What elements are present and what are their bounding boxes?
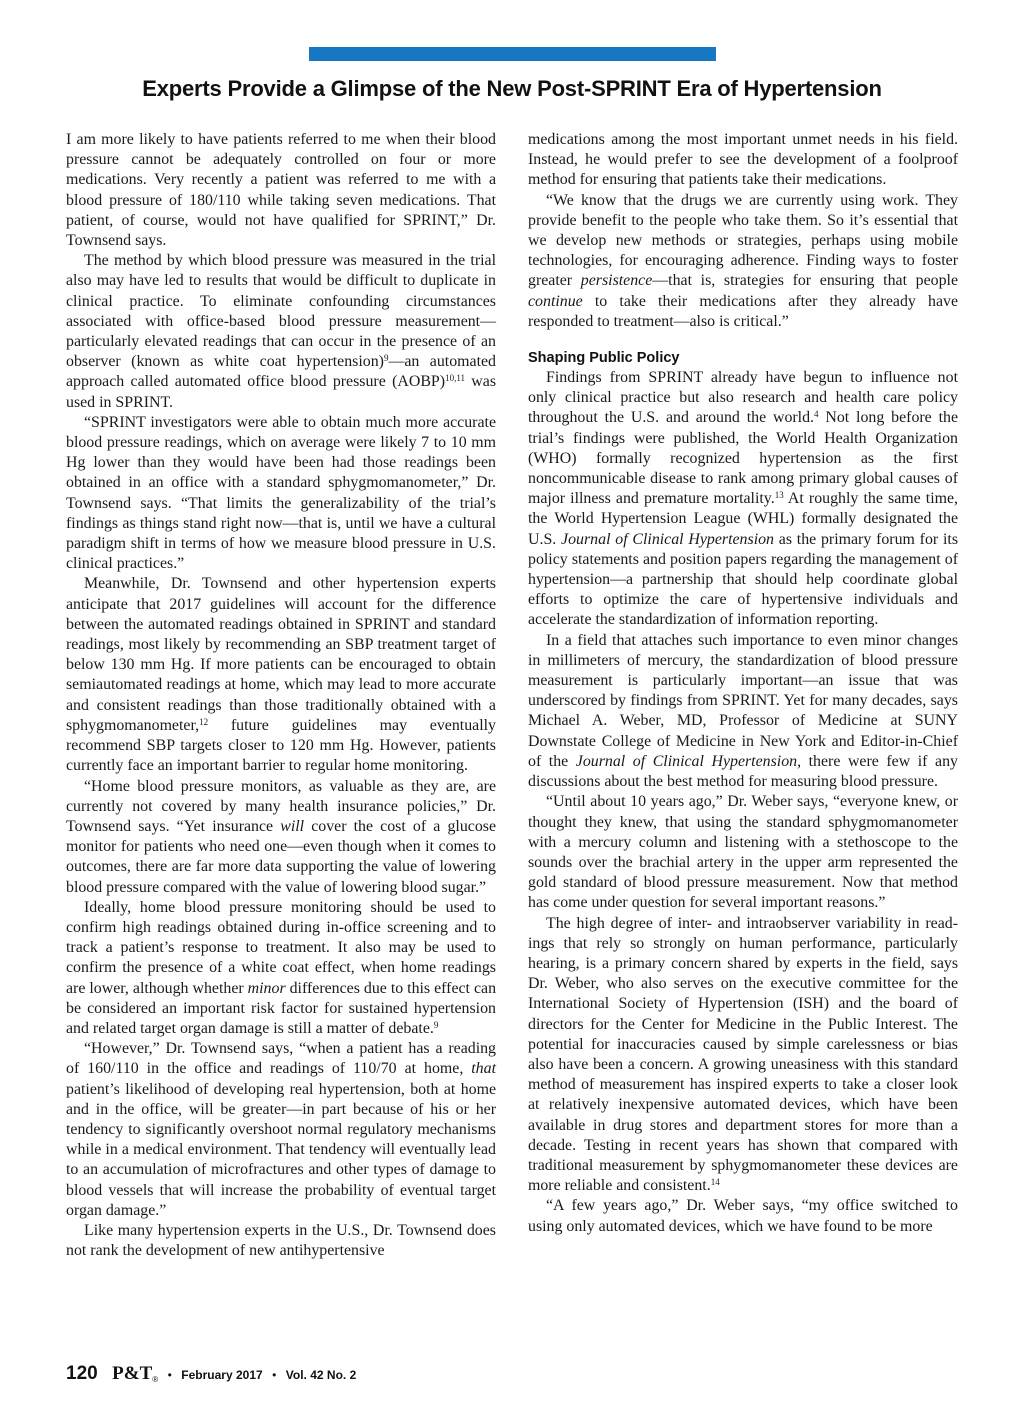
paragraph: “A few years ago,” Dr. Weber says, “my office switched to using only automated devices, which we have found to be more xyxy=(528,1197,958,1235)
citation: 9 xyxy=(433,1019,439,1030)
paragraph: “Until about 10 years ago,” Dr. Weber says, “everyone knew, or thought they knew, that using the standard sphygmomanometer with a mercury column and listening with a stethoscope to the sounds over the brachial artery in the upper arm represented the gold standard of blood pressure measurement. Now that method has come under question for several important reasons.” xyxy=(528,793,958,912)
paragraph: The method by which blood pressure was measured in the trial also may have led to results that would be difficult to duplicate in clinical practice. To eliminate confounding circumstances associated with office-based blood pressure measurement—particularly elevated readings that can occur in the presence of an observer (known as white coat hypertension)$^9$—an automated approach called automated office blood pressure (AOBP)$^{10,11}$ was used in SPRINT. xyxy=(66,252,497,411)
page-footer xyxy=(66,1363,356,1385)
emphasis: Journal of Clinical Hypertension xyxy=(575,752,798,770)
emphasis: continue xyxy=(528,292,583,310)
citation: 4 xyxy=(814,409,819,420)
paragraph: I am more likely to have patients referred to me when their blood pressure cannot be adequately controlled on four or more medications. Very recently a patient was referred to me with a blood pressure of 180/110 while taking seven medications. That patient, of course, would not have qualified for SPRINT,” Dr. Townsend says. xyxy=(66,131,496,250)
paragraph: medications among the most important unmet needs in his field. Instead, he would prefer to see the development of a foolproof method for ensuring that patients take their medications. xyxy=(528,131,958,189)
citation: 12 xyxy=(199,716,209,727)
citation: 10,11 xyxy=(445,373,465,384)
article-title: Experts Provide a Glimpse of the New Post-SPRINT Era of Hypertension xyxy=(142,76,882,101)
registered-mark: ® xyxy=(152,1375,159,1384)
left-column xyxy=(66,130,496,1261)
paragraph: Ideally, home blood pressure monitoring should be used to confirm high readings obtained during in-office screening and to track a patient’s response to treatment. It also may be used to confirm the presence of a white coat effect, when home readings are lower, although whether minor differences due to this effect can be considered an important risk factor for sustained hypertension and related target organ damage is still a matter of debate.$^9$ xyxy=(66,898,497,1037)
right-column xyxy=(528,130,958,1237)
emphasis: will xyxy=(280,817,305,835)
emphasis: persistence xyxy=(580,272,653,290)
paragraph: The high degree of inter- and intraobserver variability in readings that rely so strongly on human performance, particularly hearing, is a primary concern shared by experts in the field, says Dr. Weber, who also serves on the executive committee for the International Society of Hypertension (ISH) and the board of directors for the Center for Medicine in the Public Interest. The potential for inaccuracies caused by simple carelessness or bias also have been a concern. A growing uneasiness with this standard method of measurement has inspired experts to take a closer look at relatively inexpensive automated devices, which have been available in drug stores and department stores for more than a decade. Testing in recent years has shown that compared with traditional measurement by sphygmomanometer these devices are more reliable and consistent.$^{14}$ xyxy=(528,914,958,1195)
emphasis: Journal of Clinical Hypertension xyxy=(561,530,774,548)
paragraph: “SPRINT investigators were able to obtain much more accurate blood pressure readings, which on average were likely 7 to 10 mm Hg lower than they would have been had those readings been obtained in an office with a standard sphygmomanometer,” Dr. Townsend says. “That limits the generalizability of the trial’s findings as things stand right now—that is, until we have a cultural paradigm shift in terms of how we measure blood pressure in U.S. clinical practices.” xyxy=(66,413,496,573)
paragraph: Meanwhile, Dr. Townsend and other hypertension experts anticipate that 2017 guidelines will account for the difference between the automated readings obtained in SPRINT and standard readings, most likely by recommending an SBP treatment target of below 130 mm Hg. If more patients can be encouraged to obtain semiautomated readings at home, which may lead to more accurate and consistent readings than those traditionally obtained with a sphygmomanometer,$^{12}$ future guidelines may eventually recommend SBP targets closer to 120 mm Hg. However, patients currently face an important barrier to regular home monitoring. xyxy=(66,575,496,775)
separator: • xyxy=(272,1368,277,1382)
paragraph: Findings from SPRINT already have begun to influence not only clinical practice but also research and health care policy throughout the U.S. and around the world.$^4$ Not long before the trial’s findings were published, the World Health Organization (WHO) formally recognized hypertension as the first noncommunicable disease to rank among primary global causes of major illness and premature mortality.$^{13}$ At roughly the same time, the World Hypertension League (WHL) formally designated the U.S. Journal of Clinical Hypertension as the primary forum for its policy statements and position papers regarding the management of hypertension—a partnership that should help coordinate global efforts to optimize the care of hypertensive individuals and accelerate the standardization of information reporting. xyxy=(528,369,959,629)
emphasis: that xyxy=(471,1060,496,1078)
paragraph: In a field that attaches such importance to even minor changes in millimeters of mercury, the standardization of blood pressure measurement is particularly important—an issue that was underscored by findings from SPRINT. Yet for many decades, says Michael A. Weber, MD, Professor of Medicine at SUNY Downstate College of Medicine in New York and Editor-in-Chief of the Journal of Clinical Hypertension, there were few if any discussions about the best method for measuring blood pressure. xyxy=(528,631,958,791)
citation: 14 xyxy=(710,1177,720,1188)
page-number: 120 xyxy=(66,1363,98,1384)
paragraph: “We know that the drugs we are currently using work. They provide benefit to the people who take them. So it’s essential that we develop new methods or strategies, perhaps using mobile technologies, for encouraging adherence. Finding ways to foster greater persistence—that is, strategies for ensuring that people continue to take their medications after they already have responded to treatment—also is critical.” xyxy=(528,191,959,330)
citation: 13 xyxy=(774,490,784,501)
section-heading: Shaping Public Policy xyxy=(528,350,680,367)
separator: • xyxy=(167,1368,172,1382)
header-accent-bar xyxy=(309,47,716,61)
volume-info: Vol. 42 No. 2 xyxy=(285,1368,357,1382)
journal-name: P&T xyxy=(112,1363,153,1384)
emphasis: minor xyxy=(247,979,286,997)
citation: 9 xyxy=(383,353,389,364)
paragraph: “However,” Dr. Townsend says, “when a patient has a reading of 160/110 in the office and readings of 110/70 at home, that patient’s likelihood of developing real hypertension, both at home and in the office, will be greater—in part because of his or her tendency to significantly overshoot normal regulatory mechanisms while in a medical environment. That tendency will eventually lead to an accumulation of microfractures and other types of damage to blood vessels that will increase the probability of eventual target organ damage.” xyxy=(66,1040,496,1219)
issue-date: February 2017 xyxy=(181,1368,263,1382)
paragraph: “Home blood pressure monitors, as valuable as they are, are currently not covered by many health insurance policies,” Dr. Townsend says. “Yet insurance will cover the cost of a glucose monitor for patients who need one—even though when it comes to outcomes, there are far more data supporting the value of lowering blood pressure compared with the value of lowering blood sugar.” xyxy=(66,777,496,896)
paragraph: Like many hypertension experts in the U.S., Dr. Townsend does not rank the development of new antihypertensive xyxy=(66,1221,496,1260)
